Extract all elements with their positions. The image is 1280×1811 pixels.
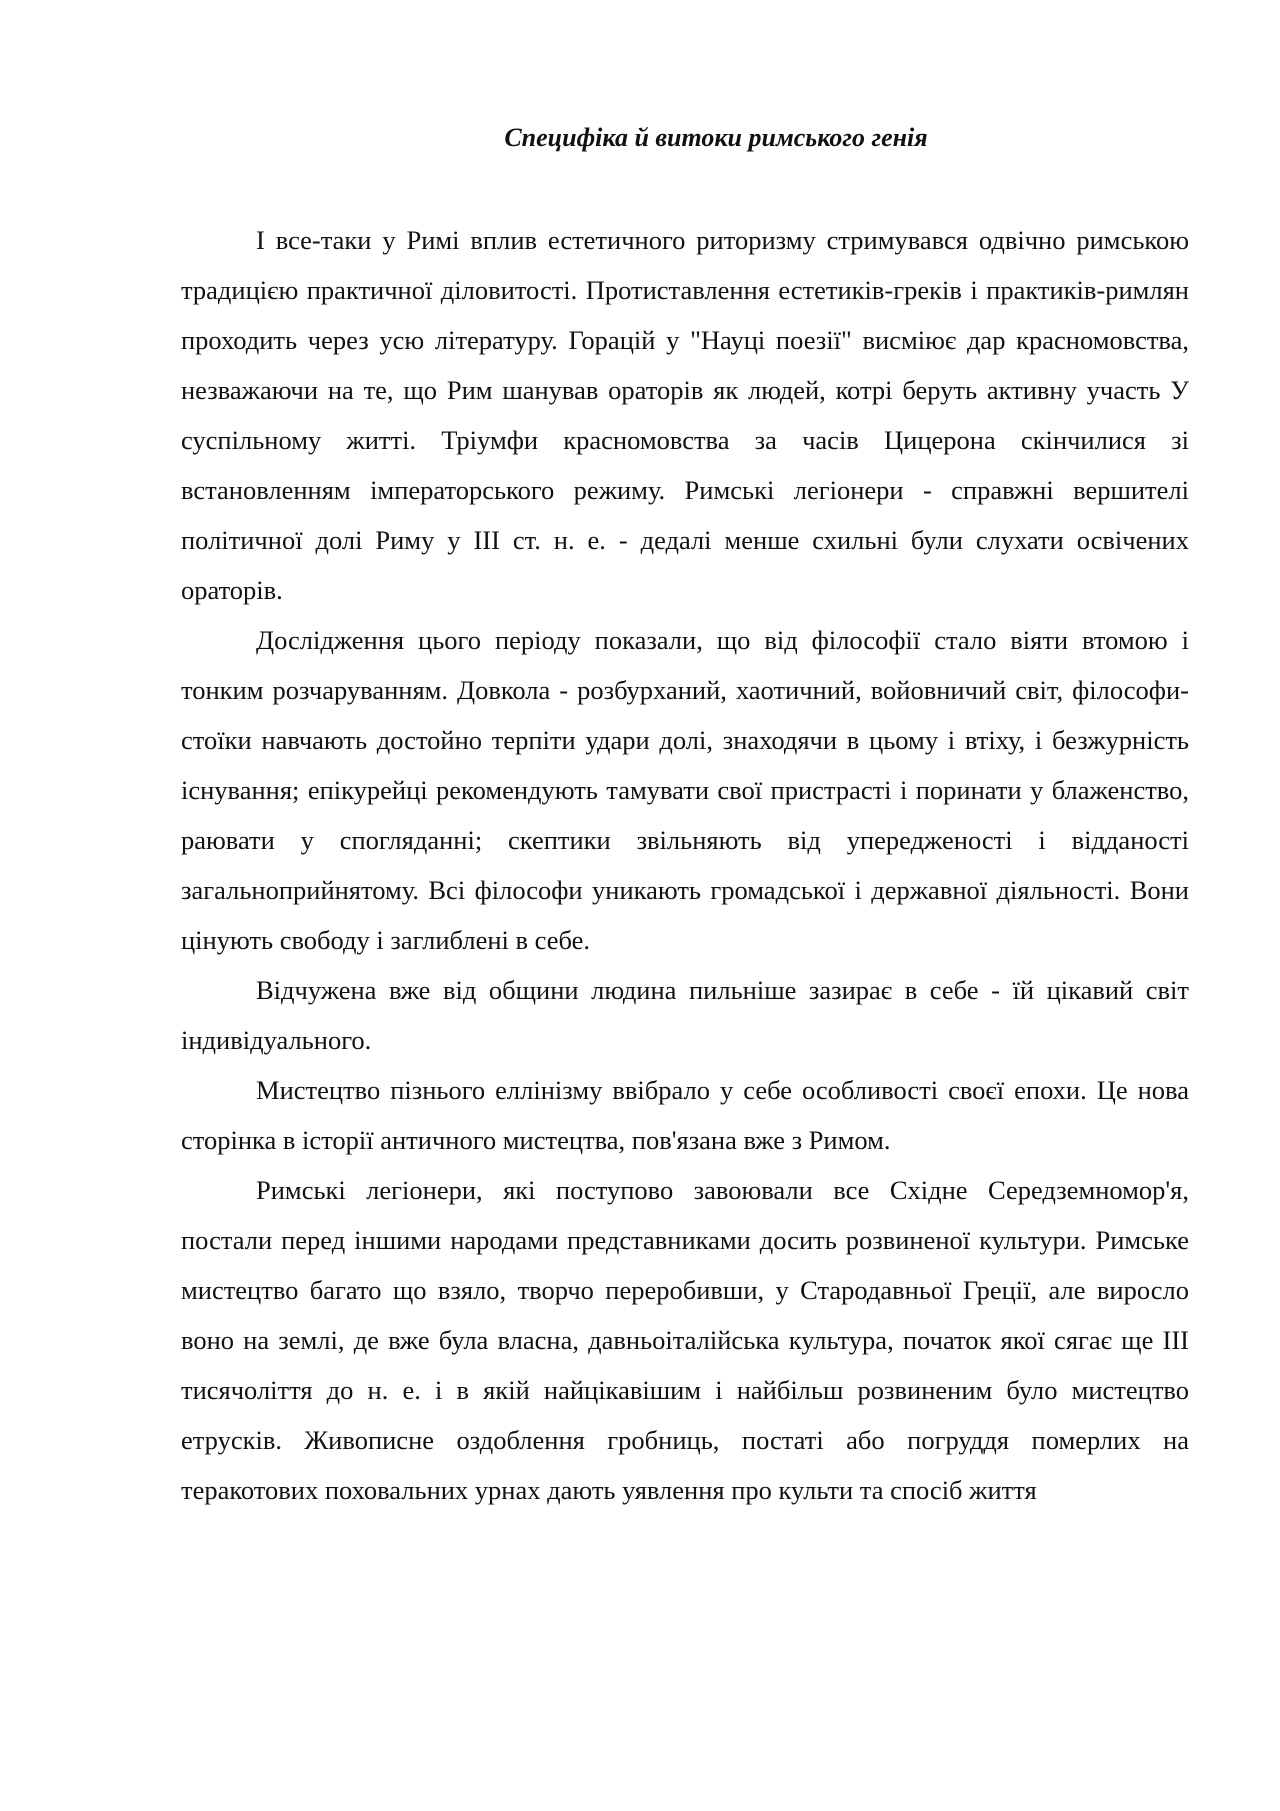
document-body bbox=[181, 215, 1189, 1515]
paragraph-5: Римські легіонери, які поступово завоювали все Східне Середземномор'я, постали перед іншими народами представниками досить розвиненої культури. Римське мистецтво багато що взяло, творчо переробивши, у Стародавньої Греції, але виросло воно на землі, де вже була власна, давньоіталійська культура, початок якої сягає ще ІІІ тисячоліття до н. е. і в якій найцікавішим і найбільш розвиненим було мистецтво етрусків. Живописне оздоблення гробниць, постаті або погруддя померлих на теракотових поховальних урнах дають уявлення про культи та спосіб життя bbox=[181, 1175, 1189, 1505]
paragraph-1: І все-таки у Римі вплив естетичного риторизму стримувався одвічно римською традицією практичної діловитості. Протиставлення естетиків-греків і практиків-римлян проходить через усю літературу. Горацій у "Науці поезії" висміює дар красномовства, незважаючи на те, що Рим шанував ораторів як людей, котрі беруть активну участь У суспільному житті. Тріумфи красномовства за часів Цицерона скінчилися зі встановленням імператорського режиму. Римські легіонери - справжні вершителі політичної долі Риму у ІІІ ст. н. е. - дедалі менше схильні були слухати освічених ораторів. bbox=[181, 225, 1189, 605]
document-title: Специфіка й витоки римського генія bbox=[504, 123, 928, 152]
paragraph-2: Дослідження цього періоду показали, що від філософії стало віяти втомою і тонким розчаруванням. Довкола - розбурханий, хаотичний, войовничий світ, філософи-стоїки навчають достойно терпіти удари долі, знаходячи в цьому і втіху, і безжурність існування; епікурейці рекомендують тамувати свої пристрасті і поринати у блаженство, раювати у спогляданні; скептики звільняють від упередженості і відданості загальноприйнятому. Всі філософи уникають громадської і державної діяльності. Вони цінують свободу і заглиблені в себе. bbox=[181, 625, 1189, 955]
paragraph-3: Відчужена вже від общини людина пильніше зазирає в себе - їй цікавий світ індивідуального. bbox=[181, 975, 1189, 1055]
paragraph-4: Мистецтво пізнього еллінізму ввібрало у себе особливості своєї епохи. Це нова сторінка в історії античного мистецтва, пов'язана вже з Римом. bbox=[181, 1075, 1189, 1155]
